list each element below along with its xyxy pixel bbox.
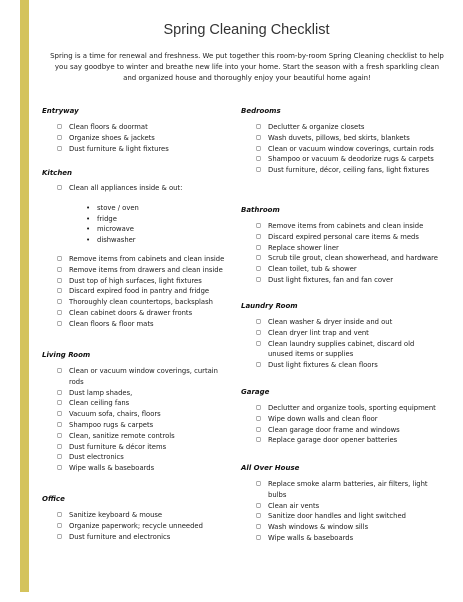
checkbox-icon: ◻ [256,275,261,283]
checkbox-icon: ◻ [57,410,62,418]
checkbox-icon: ◻ [256,254,261,262]
checkbox-icon: ◻ [256,414,261,422]
checkbox-icon: ◻ [256,155,261,163]
checklist-item: ◻ Dust furniture, décor, ceiling fans, light fixtures [256,166,430,175]
checklist-item: ◻ Shampoo or vacuum & deodorize rugs & carpets [256,155,434,164]
checkbox-icon: ◻ [256,318,261,325]
checkbox-icon: ◻ [57,511,62,518]
checklist-item: ◻ Discard expired food in pantry and fridge [57,287,210,296]
section-heading: Bathroom [241,206,280,214]
checkbox-icon: ◻ [57,431,62,439]
checklist-item: ◻ Sanitize door handles and light switched [256,512,406,521]
checklist-item: ◻ Remove items from cabinets and clean inside [57,254,225,263]
checkbox-icon: ◻ [256,425,261,433]
checkbox-icon: ◻ [256,436,261,444]
checklist-item: ◻ Clean all appliances inside & out: [57,184,183,192]
checkbox-icon: ◻ [256,339,261,347]
checklist [42,366,228,474]
checklist-item: ◻ Wipe down walls and clean floor [256,414,378,423]
checklist-item: ◻ Clean laundry supplies cabinet, discard old unused items or supplies [256,339,415,359]
checklist-item: ◻ Clean floors & floor mats [57,319,154,328]
checkbox-icon: ◻ [57,532,62,540]
checkbox-icon: ◻ [256,144,261,152]
checkbox-icon: ◻ [57,420,62,428]
bullet-icon: • [86,203,91,212]
section-bedrooms [241,106,441,176]
checkbox-icon: ◻ [256,404,261,411]
section-heading: Kitchen [42,169,73,177]
checklist-item: ◻ Thoroughly clean countertops, backsplash [57,298,213,307]
section-bathroom [241,205,441,286]
checklist-item: ◻ Dust top of high surfaces, light fixtures [57,276,202,285]
checklist [42,183,228,194]
section-living-room [42,350,228,474]
checkbox-icon: ◻ [57,319,62,327]
checklist-item: ◻ Remove items from cabinets and clean inside [256,222,424,230]
checkbox-icon: ◻ [57,298,62,306]
checklist-item: ◻ Wipe walls & baseboards [256,533,354,542]
checklist [42,510,228,542]
checklist [42,254,228,330]
checklist-item: ◻ Organize shoes & jackets [57,133,155,142]
accent-stripe [20,0,29,592]
section-heading: Living Room [42,351,91,359]
checkbox-icon: ◻ [57,123,62,130]
checkbox-icon: ◻ [57,265,62,273]
checklist-item: ◻ Clean washer & dryer inside and out [256,318,393,326]
sublist-item: • stove / oven [86,203,139,212]
checkbox-icon: ◻ [256,123,261,130]
checklist [42,122,228,154]
checkbox-icon: ◻ [57,133,62,141]
checklist-item: ◻ Dust furniture & décor items [57,442,167,451]
checklist-item: ◻ Replace smoke alarm batteries, air filters, light bulbs [256,480,428,499]
checklist [241,122,441,176]
checklist-item: ◻ Dust lamp shades, [57,388,133,397]
section-entryway [42,106,228,154]
checklist-item: ◻ Replace shower liner [256,243,339,252]
checklist-item: ◻ Vacuum sofa, chairs, floors [57,410,161,419]
checklist-item: ◻ Replace garage door opener batteries [256,436,398,445]
checkbox-icon: ◻ [256,480,261,487]
checkbox-icon: ◻ [57,308,62,316]
checklist [241,317,441,371]
checklist-item: ◻ Wash duvets, pillows, bed skirts, blankets [256,133,410,142]
intro-paragraph: Spring is a time for renewal and freshness. We put together this room-by-room Spring Cleaning checklist to help you say goodbye to winter and breathe new life into your home. Start the season with a fresh sparkling clean and organized house and thoroughly enjoy your beautiful home again! [50,52,444,82]
checklist-item: ◻ Organize paperwork; recycle unneeded [57,521,203,530]
checklist-item: ◻ Clean air vents [256,501,320,510]
section-heading: Bedrooms [241,107,281,115]
section-heading: All Over House [241,464,300,472]
section-laundry-room [241,301,441,371]
checklist-item: ◻ Dust light fixtures & clean floors [256,361,378,370]
checklist-item: ◻ Sanitize keyboard & mouse [57,511,163,519]
checklist-item: ◻ Clean cabinet doors & drawer fronts [57,308,193,317]
bullet-icon: • [86,225,91,234]
section-heading: Garage [241,388,270,396]
checkbox-icon: ◻ [57,464,62,472]
checklist-item: ◻ Wipe walls & baseboards [57,464,155,473]
checkbox-icon: ◻ [256,222,261,229]
checklist [241,479,441,544]
checkbox-icon: ◻ [57,287,62,295]
section-garage [241,387,441,446]
checklist-item: ◻ Dust furniture and electronics [57,532,171,541]
checkbox-icon: ◻ [256,232,261,240]
checklist-item: ◻ Clean dryer lint trap and vent [256,328,369,337]
section-kitchen [42,168,228,330]
checklist-item: ◻ Shampoo rugs & carpets [57,420,154,429]
checkbox-icon: ◻ [256,501,261,509]
checklist-item: ◻ Wash windows & window sills [256,523,369,532]
checkbox-icon: ◻ [256,533,261,541]
checkbox-icon: ◻ [256,361,261,369]
checkbox-icon: ◻ [57,144,62,152]
checklist [241,403,441,446]
page-title: Spring Cleaning Checklist [163,22,330,38]
checkbox-icon: ◻ [256,243,261,251]
checkbox-icon: ◻ [256,512,261,520]
checkbox-icon: ◻ [256,328,261,336]
checkbox-icon: ◻ [57,453,62,461]
bullet-icon: • [86,236,91,245]
checkbox-icon: ◻ [256,523,261,531]
checkbox-icon: ◻ [57,254,62,262]
checklist-item: ◻ Clean floors & doormat [57,123,148,131]
section-heading: Entryway [42,107,79,115]
checklist-item: ◻ Clean or vacuum window coverings, curtain rods [256,144,434,153]
checkbox-icon: ◻ [256,265,261,273]
checklist-item: ◻ Dust electronics [57,453,124,462]
checklist-item: ◻ Dust light fixtures, fan and fan cover [256,275,393,284]
checklist-item: ◻ Declutter & organize closets [256,123,365,131]
section-heading: Office [42,495,65,503]
checklist-item: ◻ Clean garage door frame and windows [256,425,400,434]
checklist-item: ◻ Discard expired personal care items & meds [256,232,419,241]
checklist-item: ◻ Clean, sanitize remote controls [57,431,175,440]
section-heading: Laundry Room [241,302,298,310]
checkbox-icon: ◻ [57,367,62,374]
checklist-item: ◻ Clean or vacuum window coverings, curtain rods [57,367,218,386]
section-all-over-house [241,463,441,544]
appliance-sublist [42,203,228,246]
checklist-item: ◻ Clean toilet, tub & shower [256,265,357,274]
checkbox-icon: ◻ [57,184,62,191]
checklist-item: ◻ Dust furniture & light fixtures [57,144,169,153]
checkbox-icon: ◻ [57,388,62,396]
checkbox-icon: ◻ [57,521,62,529]
checkbox-icon: ◻ [256,166,261,174]
checklist [241,221,441,286]
sublist-item: • dishwasher [86,236,136,245]
checklist-item: ◻ Declutter and organize tools, sporting equipment [256,404,436,412]
sublist-item: • fridge [86,214,117,223]
checklist-item: ◻ Scrub tile grout, clean showerhead, and hardware [256,254,438,263]
sublist-item: • microwave [86,225,134,234]
section-office [42,494,228,542]
checkbox-icon: ◻ [57,399,62,407]
checkbox-icon: ◻ [57,276,62,284]
checklist-item: ◻ Clean ceiling fans [57,399,130,408]
checkbox-icon: ◻ [57,442,62,450]
checkbox-icon: ◻ [256,133,261,141]
checklist-item: ◻ Remove items from drawers and clean inside [57,265,223,274]
bullet-icon: • [86,214,91,223]
